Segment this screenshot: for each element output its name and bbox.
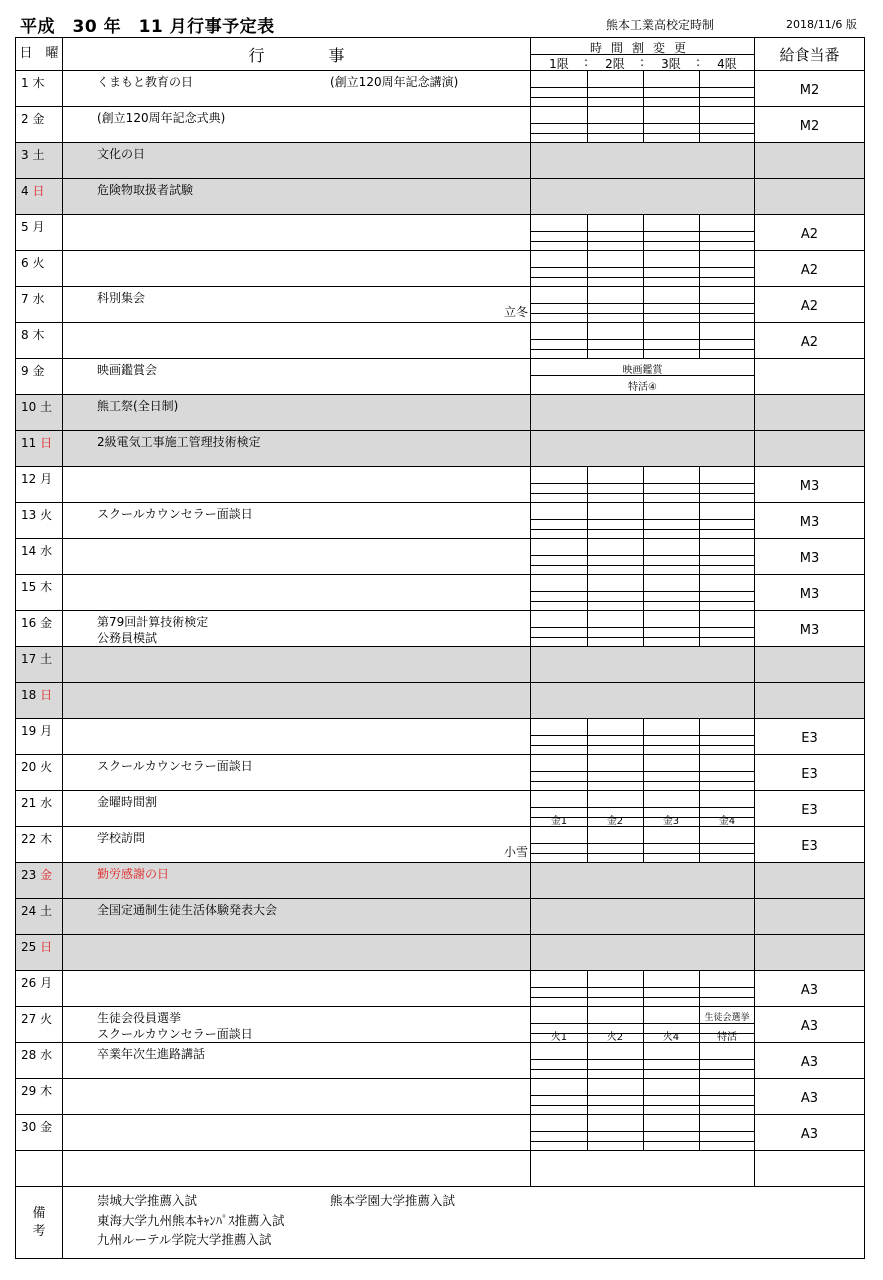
event-text: 卒業年次生進路講話: [97, 1047, 206, 1061]
day-row: [16, 791, 865, 827]
day-number: 27: [21, 1012, 37, 1026]
day-cell: [16, 899, 63, 935]
weekday: 日: [40, 436, 53, 450]
event-cell: [63, 1115, 531, 1151]
day-row: [16, 719, 865, 755]
day-row: [16, 1115, 865, 1151]
lunch-duty-code: A2: [800, 263, 819, 278]
day-row: [16, 215, 865, 251]
day-row: [16, 1043, 865, 1079]
lunch-duty-cell: [755, 143, 865, 179]
day-number: 8: [21, 328, 29, 342]
day-number: 20: [21, 760, 37, 774]
day-number: 26: [21, 976, 37, 990]
day-number: 1: [21, 76, 29, 90]
period-cell: [531, 935, 755, 971]
period-cell: [531, 791, 755, 827]
weekday: 金: [32, 364, 45, 378]
lunch-duty-cell: [755, 1115, 865, 1151]
day-row: [16, 467, 865, 503]
day-row: [16, 71, 865, 107]
remarks-label: 備 考: [16, 1187, 63, 1259]
period-change-value: 火4: [662, 1032, 680, 1043]
event-text: 金曜時間割: [97, 795, 158, 809]
day-cell: [16, 395, 63, 431]
event-cell: [63, 791, 531, 827]
remark-item: 熊本学園大学推薦入試: [330, 1193, 456, 1208]
day-number: 16: [21, 616, 37, 630]
day-number: 19: [21, 724, 37, 738]
weekday: 火: [40, 508, 53, 522]
lunch-duty-cell: [755, 683, 865, 719]
lunch-duty-cell: [755, 611, 865, 647]
day-cell: [16, 863, 63, 899]
day-number: 13: [21, 508, 37, 522]
day-cell: [16, 647, 63, 683]
weekday: 月: [40, 472, 53, 486]
version-date: 2018/11/6 版: [786, 18, 857, 31]
blank-row: [16, 1151, 865, 1187]
event-cell: [63, 971, 531, 1007]
lunch-duty-cell: [755, 179, 865, 215]
event-cell: [63, 1079, 531, 1115]
weekday: 水: [40, 544, 53, 558]
day-cell: [16, 503, 63, 539]
period-cell: [531, 431, 755, 467]
remark-item: 東海大学九州熊本ｷｬﾝﾊﾟｽ推薦入試: [97, 1213, 285, 1228]
weekday: 金: [40, 868, 53, 882]
day-row: [16, 251, 865, 287]
period-cell: [531, 215, 755, 251]
lunch-duty-cell: [755, 71, 865, 107]
event-text: スクールカウンセラー面談日: [97, 507, 253, 521]
day-number: 30: [21, 1120, 37, 1134]
period-1-header: 1限: [549, 57, 569, 71]
event-cell: [63, 827, 531, 863]
period-cell: [531, 575, 755, 611]
day-number: 24: [21, 904, 37, 918]
event-text: 2級電気工事施工管理技術検定: [97, 435, 261, 449]
event-cell: [63, 503, 531, 539]
lunch-duty-code: M3: [799, 515, 820, 530]
day-row: [16, 287, 865, 323]
period-cell: [531, 503, 755, 539]
day-cell: [16, 755, 63, 791]
weekday: 水: [40, 796, 53, 810]
seasonal-note: 小雪: [503, 845, 528, 859]
day-cell: [16, 827, 63, 863]
lunch-duty-cell: [755, 827, 865, 863]
day-column-header: 日 曜: [16, 38, 63, 71]
weekday: 水: [32, 292, 45, 306]
lunch-duty-cell: [755, 755, 865, 791]
lunch-duty-code: M3: [799, 623, 820, 638]
lunch-duty-cell: [755, 863, 865, 899]
day-row: [16, 503, 865, 539]
event-text: くまもと教育の日: [97, 75, 194, 89]
day-number: 17: [21, 652, 37, 666]
weekday: 日: [32, 184, 45, 198]
weekday: 月: [40, 976, 53, 990]
day-number: 29: [21, 1084, 37, 1098]
day-cell: [16, 179, 63, 215]
period-cell: [531, 827, 755, 863]
lunch-duty-cell: [755, 719, 865, 755]
remarks-row: [16, 1187, 865, 1259]
school-name: 熊本工業高校定時制: [606, 18, 715, 32]
day-row: [16, 575, 865, 611]
lunch-duty-code: M3: [799, 479, 820, 494]
event-cell: [63, 611, 531, 647]
header-row: [16, 38, 865, 71]
weekday: 土: [40, 904, 53, 918]
period-change-header: 時間割変更 1限 : 2限 : 3限 : 4限: [531, 38, 755, 71]
lunch-duty-cell: [755, 1079, 865, 1115]
period-cell: [531, 71, 755, 107]
lunch-duty-code: M2: [799, 119, 820, 134]
day-cell: [16, 431, 63, 467]
lunch-duty-cell: [755, 323, 865, 359]
day-row: [16, 539, 865, 575]
day-cell: [16, 143, 63, 179]
weekday: 水: [40, 1048, 53, 1062]
day-cell: [16, 683, 63, 719]
period-cell: [531, 107, 755, 143]
event-cell: [63, 899, 531, 935]
event-cell: [63, 287, 531, 323]
event-cell: [63, 323, 531, 359]
day-number: 12: [21, 472, 37, 486]
event-cell: [63, 539, 531, 575]
event-cell: [63, 143, 531, 179]
weekday: 土: [40, 652, 53, 666]
event-cell: [63, 683, 531, 719]
day-number: 7: [21, 292, 29, 306]
weekday: 土: [40, 400, 53, 414]
day-cell: [16, 251, 63, 287]
event-text: スクールカウンセラー面談日: [97, 759, 253, 773]
day-row: [16, 827, 865, 863]
lunch-duty-cell: [755, 647, 865, 683]
period-cell: [531, 755, 755, 791]
period-cell: [531, 287, 755, 323]
event-cell: [63, 935, 531, 971]
day-row: [16, 359, 865, 395]
period-cell: [531, 539, 755, 575]
seasonal-note: 立冬: [503, 305, 528, 319]
day-cell: [16, 575, 63, 611]
lunch-duty-code: E3: [801, 767, 818, 782]
event-text: 第79回計算技術検定: [97, 615, 209, 629]
event-text: 勤労感謝の日: [97, 867, 170, 881]
day-cell: [16, 215, 63, 251]
period-cell: [531, 1007, 755, 1043]
day-number: 3: [21, 148, 29, 162]
day-number: 23: [21, 868, 37, 882]
event-text: 危険物取扱者試験: [97, 183, 194, 197]
event-cell: [63, 431, 531, 467]
lunch-duty-code: A3: [800, 1019, 819, 1034]
weekday: 木: [40, 580, 53, 594]
period-cell: [531, 611, 755, 647]
event-text: 科別集会: [97, 291, 146, 305]
day-cell: [16, 323, 63, 359]
day-cell: [16, 935, 63, 971]
event-extra: (創立120周年記念講演): [330, 75, 459, 89]
day-number: 14: [21, 544, 37, 558]
day-row: [16, 143, 865, 179]
weekday: 金: [40, 1120, 53, 1134]
period-merged-top: 映画鑑賞: [622, 365, 663, 376]
period-cell: [531, 251, 755, 287]
lunch-duty-code: A3: [800, 1055, 819, 1070]
period-cell: [531, 863, 755, 899]
remark-item: 九州ルーテル学院大学推薦入試: [97, 1232, 272, 1247]
period-change-value: 特活: [717, 1032, 737, 1043]
day-row: [16, 611, 865, 647]
period-cell: [531, 395, 755, 431]
day-number: 10: [21, 400, 37, 414]
lunch-duty-cell: [755, 935, 865, 971]
day-row: [16, 431, 865, 467]
lunch-duty-cell: [755, 575, 865, 611]
day-cell: [16, 1007, 63, 1043]
event-cell: [63, 719, 531, 755]
period-cell: [531, 899, 755, 935]
lunch-duty-cell: [755, 359, 865, 395]
day-cell: [16, 287, 63, 323]
day-cell: [16, 71, 63, 107]
period-cell: [531, 1043, 755, 1079]
event-cell: [63, 395, 531, 431]
lunch-duty-code: A3: [800, 1091, 819, 1106]
day-row: [16, 107, 865, 143]
lunch-duty-cell: [755, 107, 865, 143]
lunch-duty-cell: [755, 287, 865, 323]
period-change-value: 金4: [718, 816, 736, 827]
day-number: 15: [21, 580, 37, 594]
lunch-duty-code: A2: [800, 299, 819, 314]
day-row: [16, 683, 865, 719]
event-text: 熊工祭(全日制): [97, 399, 179, 413]
weekday: 火: [40, 1012, 53, 1026]
weekday: 木: [32, 328, 45, 342]
lunch-duty-code: A2: [800, 335, 819, 350]
lunch-duty-cell: [755, 899, 865, 935]
period-cell: [531, 1115, 755, 1151]
event-text: 生徒会役員選挙: [97, 1011, 182, 1025]
period-change-value: 火1: [550, 1032, 568, 1043]
day-number: 25: [21, 940, 37, 954]
event-column-header: 行 事: [63, 38, 531, 71]
period-4-header: 4限: [717, 57, 737, 71]
period-cell: [531, 323, 755, 359]
day-row: [16, 395, 865, 431]
lunch-duty-code: E3: [801, 803, 818, 818]
period-cell: [531, 179, 755, 215]
weekday: 木: [40, 1084, 53, 1098]
day-row: [16, 647, 865, 683]
lunch-duty-cell: [755, 215, 865, 251]
period-cell: [531, 719, 755, 755]
period-change-value: 金3: [662, 816, 680, 827]
lunch-duty-code: M3: [799, 551, 820, 566]
event-text: (創立120周年記念式典): [97, 111, 226, 125]
period-cell: [531, 143, 755, 179]
page-title: 平成 30 年 11 月行事予定表: [20, 17, 275, 37]
day-number: 22: [21, 832, 37, 846]
period-cell: [531, 683, 755, 719]
event-text: 全国定通制生徒生活体験発表大会: [97, 903, 278, 917]
weekday: 火: [32, 256, 45, 270]
day-number: 28: [21, 1048, 37, 1062]
period-change-label: 時間割変更: [589, 41, 695, 55]
event-cell: [63, 71, 531, 107]
period-cell: [531, 647, 755, 683]
day-number: 6: [21, 256, 29, 270]
day-row: [16, 863, 865, 899]
lunch-duty-cell: [755, 539, 865, 575]
weekday: 月: [32, 220, 45, 234]
lunch-duty-code: E3: [801, 731, 818, 746]
day-row: [16, 179, 865, 215]
weekday: 金: [40, 616, 53, 630]
schedule-table: [15, 37, 865, 1259]
event-cell: [63, 1043, 531, 1079]
lunch-duty-code: A2: [800, 227, 819, 242]
lunch-duty-cell: [755, 251, 865, 287]
event-cell: [63, 251, 531, 287]
remark-item: 崇城大学推薦入試: [97, 1193, 198, 1208]
event-text: 文化の日: [97, 147, 146, 161]
lunch-duty-cell: [755, 431, 865, 467]
day-row: [16, 971, 865, 1007]
day-cell: [16, 539, 63, 575]
event-text: 映画鑑賞会: [97, 363, 158, 377]
weekday: 金: [32, 112, 45, 126]
event-cell: [63, 107, 531, 143]
day-cell: [16, 359, 63, 395]
weekday: 日: [40, 940, 53, 954]
period-cell: [531, 1079, 755, 1115]
weekday: 月: [40, 724, 53, 738]
lunch-duty-header: 給食当番: [755, 38, 865, 71]
day-cell: [16, 971, 63, 1007]
day-cell: [16, 107, 63, 143]
event-cell: [63, 1007, 531, 1043]
lunch-duty-code: E3: [801, 839, 818, 854]
day-row: [16, 899, 865, 935]
lunch-duty-cell: [755, 791, 865, 827]
day-row: [16, 935, 865, 971]
event-cell: [63, 467, 531, 503]
period-cell: [531, 971, 755, 1007]
event-text-2: 公務員模試: [97, 631, 158, 645]
weekday: 火: [40, 760, 53, 774]
lunch-duty-cell: [755, 395, 865, 431]
weekday: 日: [40, 688, 53, 702]
lunch-duty-cell: [755, 503, 865, 539]
period-cell: [531, 467, 755, 503]
lunch-duty-cell: [755, 1043, 865, 1079]
event-cell: [63, 647, 531, 683]
lunch-duty-code: M2: [799, 83, 820, 98]
event-text-2: スクールカウンセラー面談日: [97, 1027, 253, 1041]
day-number: 2: [21, 112, 29, 126]
day-number: 21: [21, 796, 37, 810]
event-cell: [63, 359, 531, 395]
day-cell: [16, 1115, 63, 1151]
event-cell: [63, 755, 531, 791]
lunch-duty-code: A3: [800, 1127, 819, 1142]
period-cell: [531, 359, 755, 395]
lunch-duty-cell: [755, 971, 865, 1007]
day-row: [16, 755, 865, 791]
period-change-value: 金1: [550, 816, 568, 827]
period-change-value: 金2: [606, 816, 624, 827]
day-cell: [16, 791, 63, 827]
lunch-duty-cell: [755, 467, 865, 503]
lunch-duty-code: A3: [800, 983, 819, 998]
day-cell: [16, 719, 63, 755]
event-cell: [63, 863, 531, 899]
remarks-content: [63, 1187, 865, 1259]
schedule-body: [16, 71, 865, 1151]
day-cell: [16, 1079, 63, 1115]
lunch-duty-cell: [755, 1007, 865, 1043]
period-merged-bottom: 特活④: [628, 382, 657, 393]
period-2-header: 2限: [605, 57, 625, 71]
day-row: [16, 323, 865, 359]
period-3-header: 3限: [661, 57, 681, 71]
day-number: 5: [21, 220, 29, 234]
day-number: 9: [21, 364, 29, 378]
event-text: 学校訪問: [97, 831, 146, 845]
day-number: 4: [21, 184, 29, 198]
day-cell: [16, 467, 63, 503]
lunch-duty-code: M3: [799, 587, 820, 602]
event-cell: [63, 179, 531, 215]
day-number: 11: [21, 436, 37, 450]
period-change-note: 生徒会選挙: [704, 1013, 750, 1023]
day-row: [16, 1079, 865, 1115]
weekday: 木: [32, 76, 45, 90]
weekday: 土: [32, 148, 45, 162]
day-cell: [16, 611, 63, 647]
period-change-value: 火2: [606, 1032, 624, 1043]
day-number: 18: [21, 688, 37, 702]
event-cell: [63, 215, 531, 251]
weekday: 木: [40, 832, 53, 846]
event-cell: [63, 575, 531, 611]
day-cell: [16, 1043, 63, 1079]
day-row: [16, 1007, 865, 1043]
